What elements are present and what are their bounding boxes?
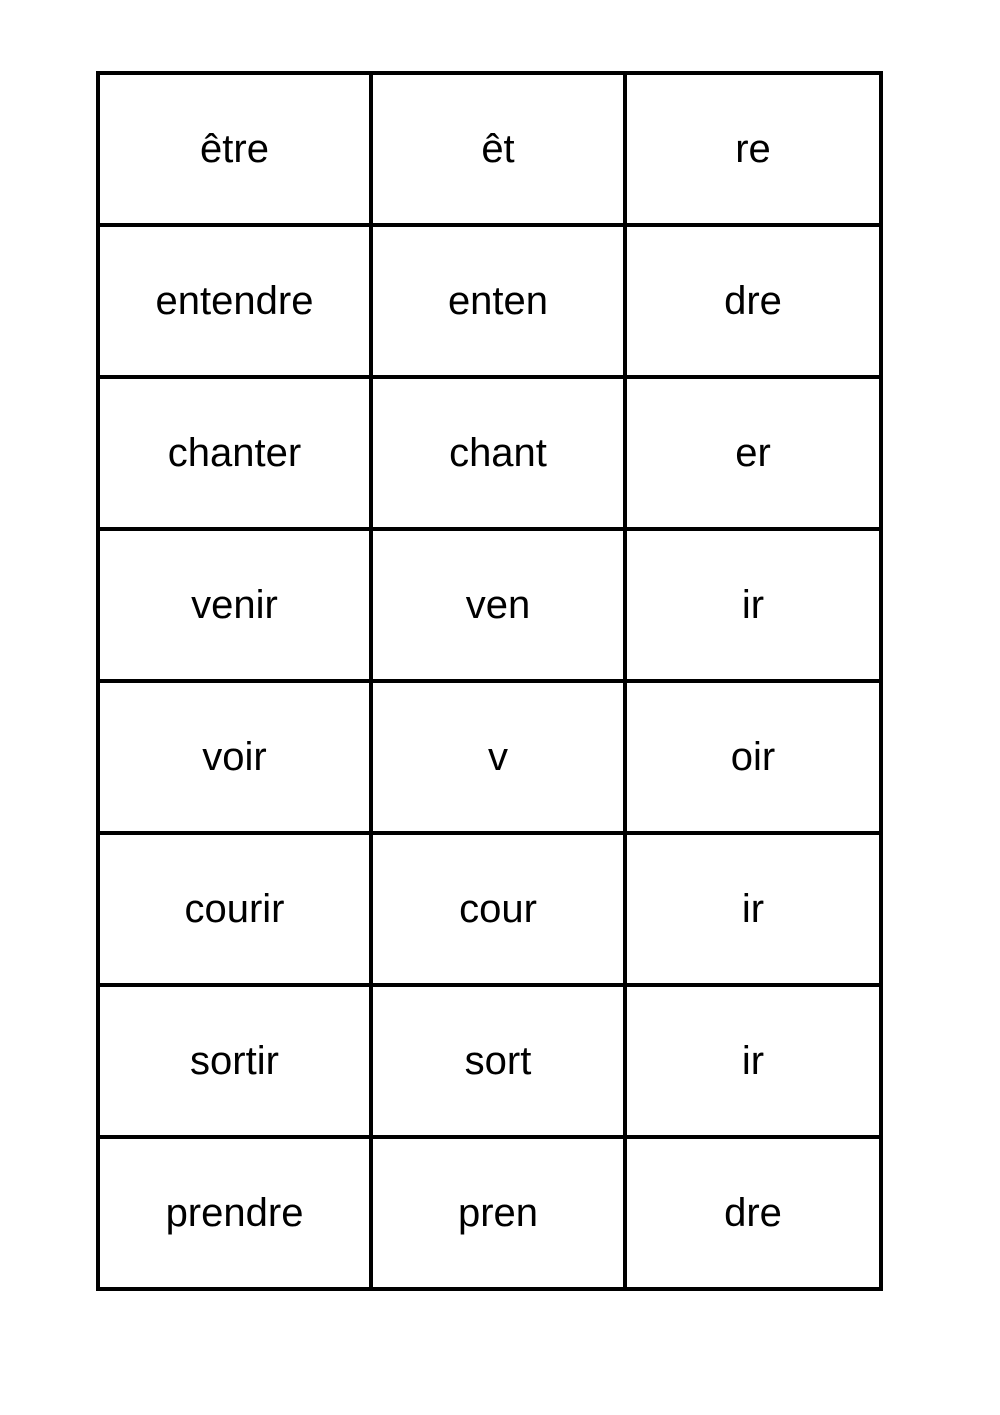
table-row bbox=[98, 681, 881, 833]
verb-cell: venir bbox=[98, 529, 371, 681]
table-row bbox=[98, 985, 881, 1137]
verb-cell: être bbox=[98, 73, 371, 225]
ending-cell: ir bbox=[625, 833, 881, 985]
stem-cell: sort bbox=[371, 985, 625, 1137]
stem-cell: pren bbox=[371, 1137, 625, 1289]
stem-cell: êt bbox=[371, 73, 625, 225]
verb-cell: courir bbox=[98, 833, 371, 985]
ending-cell: oir bbox=[625, 681, 881, 833]
verb-cell: entendre bbox=[98, 225, 371, 377]
table-row bbox=[98, 225, 881, 377]
ending-cell: er bbox=[625, 377, 881, 529]
verb-cell: prendre bbox=[98, 1137, 371, 1289]
verb-cell: chanter bbox=[98, 377, 371, 529]
table-row bbox=[98, 529, 881, 681]
stem-cell: ven bbox=[371, 529, 625, 681]
stem-cell: chant bbox=[371, 377, 625, 529]
ending-cell: ir bbox=[625, 985, 881, 1137]
stem-cell: v bbox=[371, 681, 625, 833]
stem-cell: enten bbox=[371, 225, 625, 377]
verb-cell: sortir bbox=[98, 985, 371, 1137]
ending-cell: dre bbox=[625, 225, 881, 377]
table-row bbox=[98, 377, 881, 529]
ending-cell: ir bbox=[625, 529, 881, 681]
table-row bbox=[98, 833, 881, 985]
verb-table bbox=[96, 71, 883, 1291]
worksheet bbox=[96, 71, 879, 1260]
table-row bbox=[98, 1137, 881, 1289]
ending-cell: dre bbox=[625, 1137, 881, 1289]
ending-cell: re bbox=[625, 73, 881, 225]
verb-cell: voir bbox=[98, 681, 371, 833]
table-row bbox=[98, 73, 881, 225]
stem-cell: cour bbox=[371, 833, 625, 985]
